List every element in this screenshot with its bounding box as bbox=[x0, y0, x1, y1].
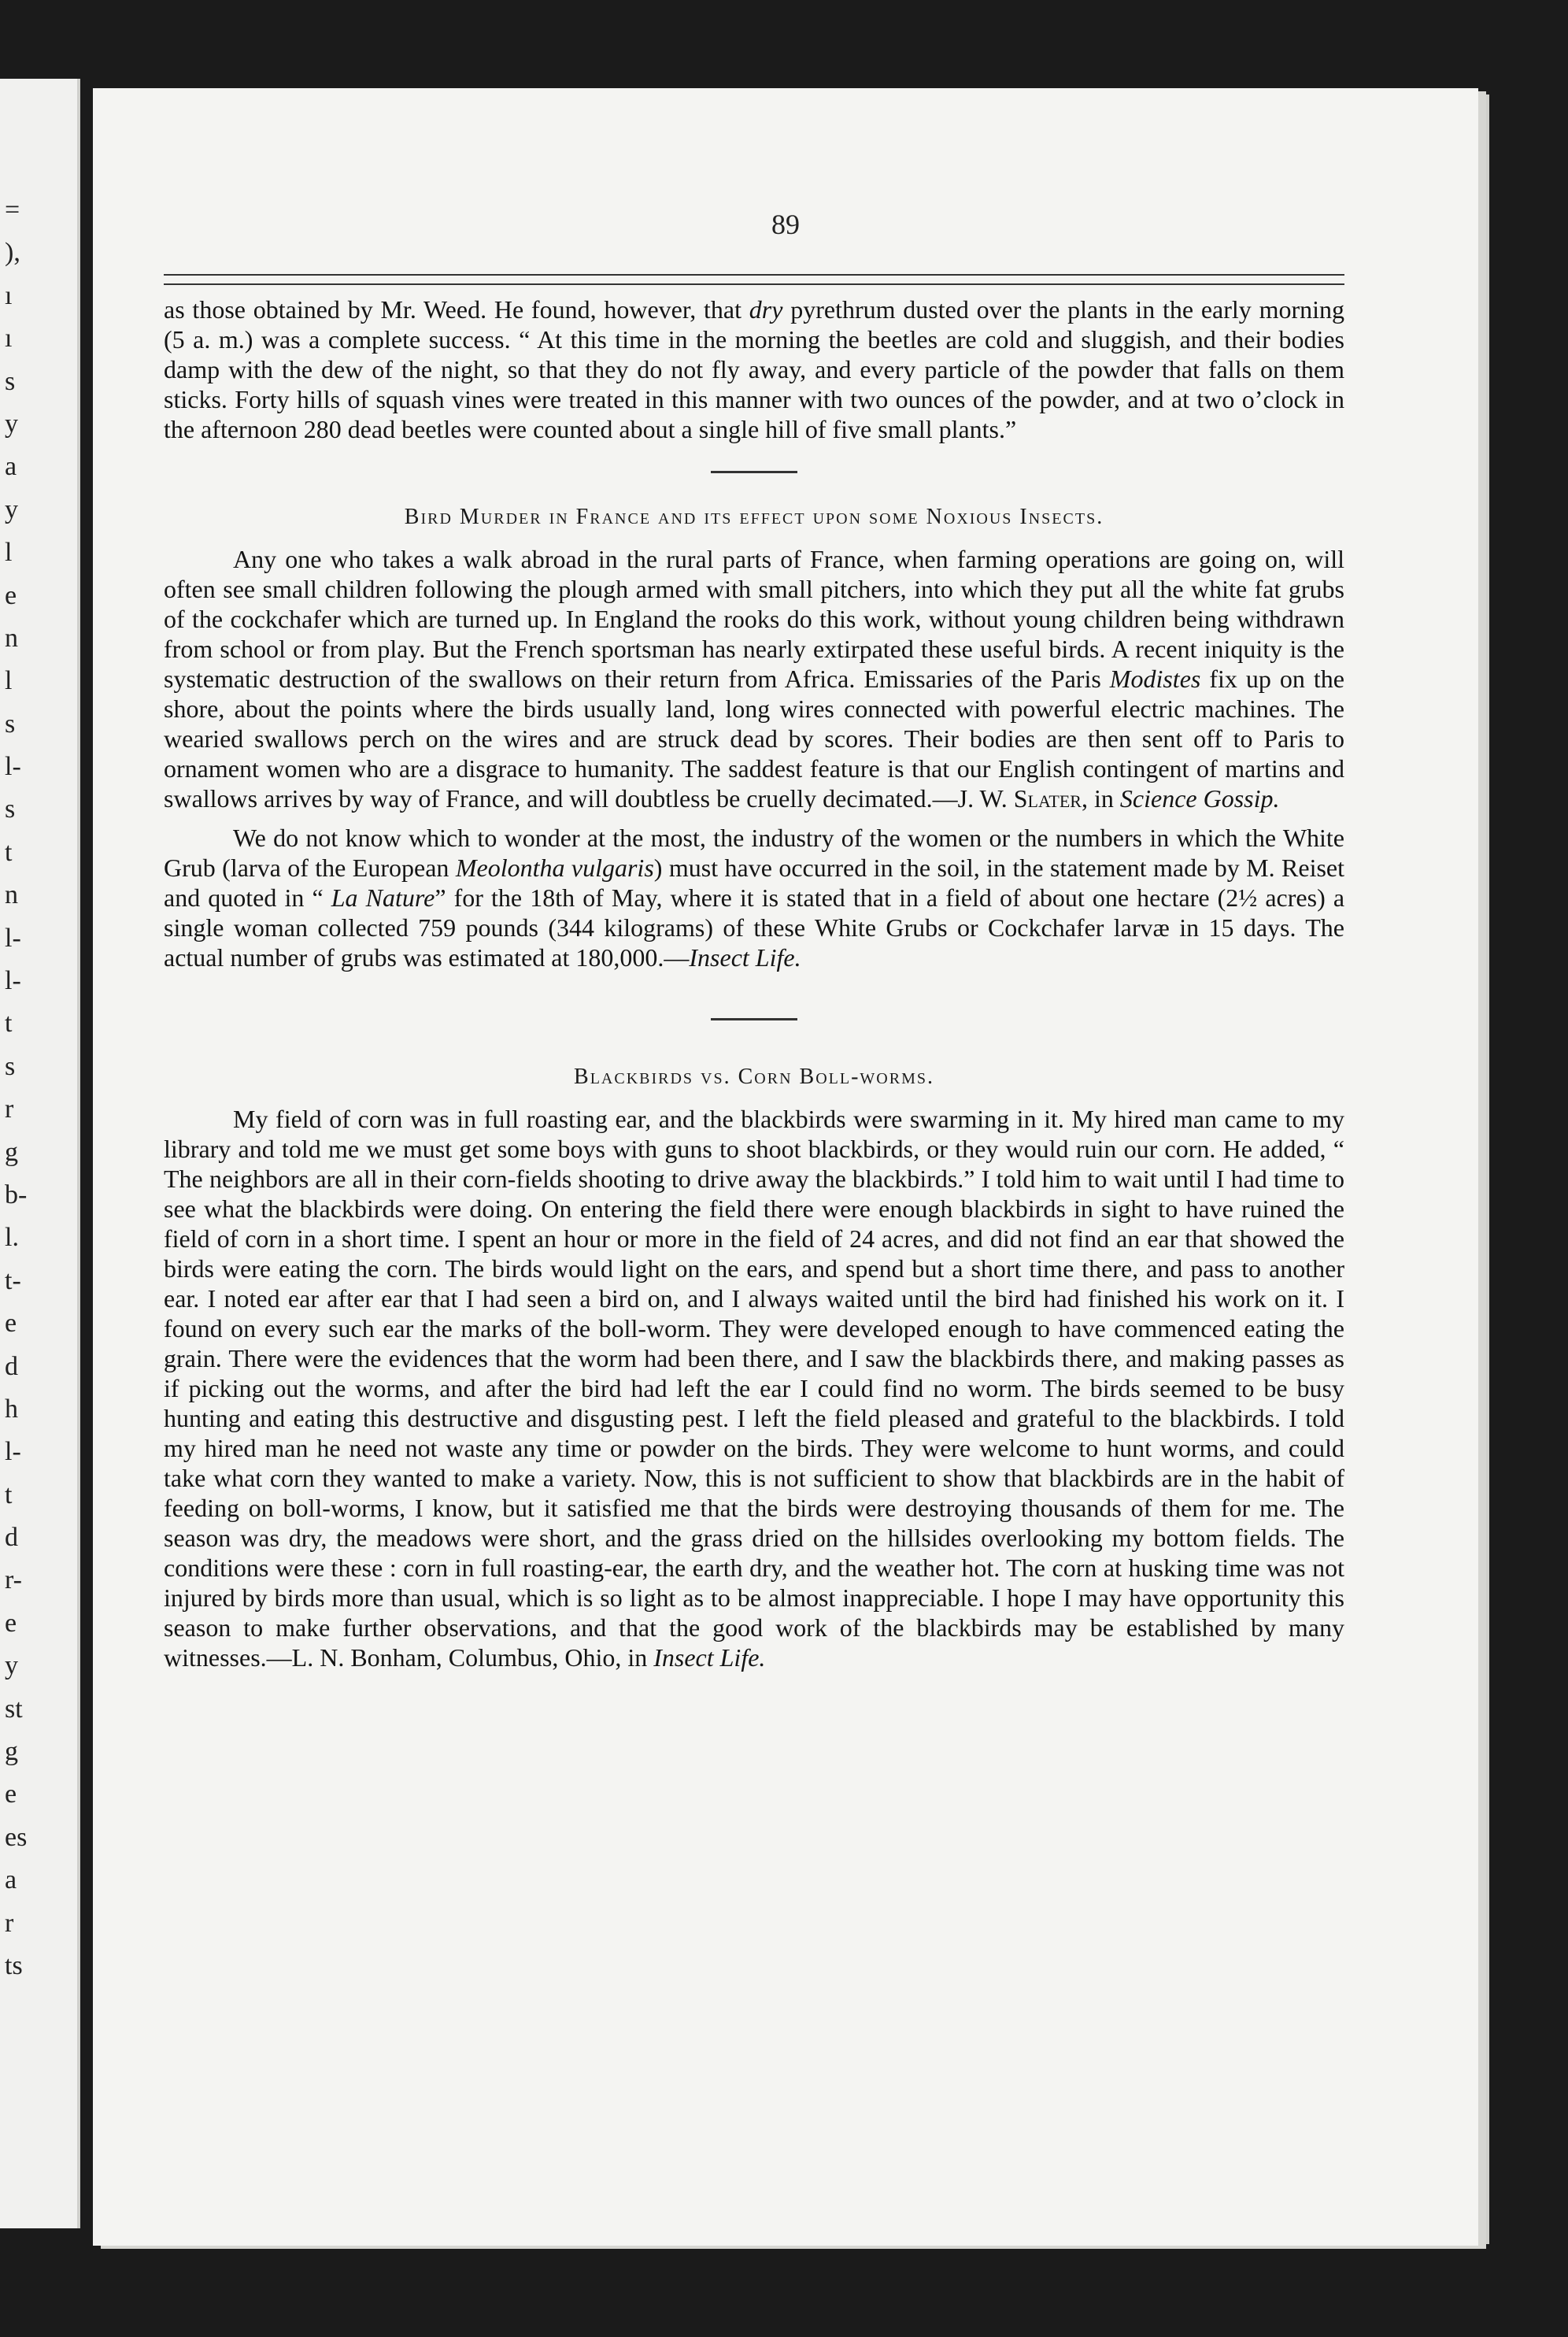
facing-page-fragment: y bbox=[5, 409, 18, 439]
white-grub-text: We do not know which to wonder at the most, the industry of the women or the numbers in which the White Grub (larva of the European bbox=[164, 824, 1344, 882]
section-divider bbox=[711, 1018, 797, 1020]
author-slater: Slater bbox=[1013, 784, 1082, 813]
facing-page-fragment: e bbox=[5, 1309, 17, 1338]
facing-page-fragment: t bbox=[5, 838, 13, 867]
page-edge-shadow bbox=[1478, 94, 1489, 2244]
intro-text-cont: pyrethrum dusted over the plants in the early morning (5 a. m.) was a complete success. “ At this time in the morning the beetles are cold and sluggish, and their bodies damp with the dew of the night, so that they do not fly away, and every particle of the powder that falls on them sticks. Forty hills of squash vines were treated in this manner with two ounces of the powder, and at two o’clock in the afternoon 280 dead beetles were counted about a single hill of five small plants.” bbox=[164, 295, 1345, 443]
facing-page-fragment: l- bbox=[5, 924, 21, 953]
bird-murder-paragraph bbox=[164, 544, 1344, 813]
facing-page-fragment: e bbox=[5, 1609, 17, 1638]
facing-page-fragment: r bbox=[5, 1909, 14, 1938]
facing-page-fragment: e bbox=[5, 581, 17, 610]
blackbirds-text: My field of corn was in full roasting ear, and the blackbirds were swarming in it. My hired man came to my library and told me we must get some boys with guns to shoot blackbirds, or they would ruin our corn. He added, “ The neighbors are all in their corn-fields shooting to drive away the blackbirds.” I told him to wait until I had time to see what the blackbirds were doing. On entering the field there were enough blackbirds in sight to have ruined the field of corn in a short time. I spent an hour or more in the field of 24 acres, and did not find an ear that showed the birds were eating the corn. The birds would light on the ears, and spend but a short time there, and pass to another ear. I noted ear after ear that I had seen a bird on, and I always waited until the bird had finished his work on it. I found on every such ear the marks of the boll-worm. They were developed enough to have commenced eating the grain. There were the evidences that the worm had been there, and I saw the blackbirds there, and making passes as if picking out the worms, and after the bird had left the ear I could find no worm. The birds seemed to be busy hunting and eating this destructive and disgusting pest. I left the field pleased and grateful to the blackbirds. I told my hired man he need not waste any time or powder on the birds. They were welcome to hunt worms, and could take what corn they wanted to make a variety. Now, this is not sufficient to show that blackbirds are in the habit of feeding on boll-worms, I know, but it satisfied me that the birds were destroying thousands of them for me. The season was dry, the meadows were short, and the grass dried on the hillsides overlooking my bottom fields. The conditions were these : corn in full roasting-ear, the earth dry, and the weather hot. The corn at husking time was not injured by birds more than usual, which is so light as to be almost inappreciable. I hope I may have opportunity this season to make further observations, and that the good work of the blackbirds may be established by many witnesses.—L. N. Bonham, Columbus, Ohio, in bbox=[164, 1105, 1344, 1672]
facing-page-fragment: r bbox=[5, 1094, 14, 1124]
facing-page-edge bbox=[0, 79, 80, 2228]
white-grub-text-cont: ) must have occurred in the soil, in the statement made by M. Reiset and quoted in “ bbox=[164, 854, 1345, 912]
italic-la-nature: La Nature bbox=[331, 883, 435, 912]
blackbirds-paragraph bbox=[164, 1104, 1344, 1672]
facing-page-fragment: es bbox=[5, 1823, 28, 1852]
facing-page-fragment: y bbox=[5, 495, 18, 524]
facing-page-fragment: n bbox=[5, 880, 18, 909]
header-double-rule bbox=[164, 274, 1344, 285]
bird-murder-text: Any one who takes a walk abroad in the rural parts of France, when farming operations are going on, will often see small children following the plough armed with small pitchers, into which they put all the white fat grubs of the cockchafer which are turned up. In England the rooks do this work, without young children being withdrawn from school or from play. But the French sportsman has nearly extirpated these useful birds. A recent iniquity is the systematic destruction of the swallows on their return from Africa. Emissaries of the Paris bbox=[164, 545, 1344, 693]
section-divider bbox=[711, 471, 797, 473]
bird-murder-in: , in bbox=[1082, 784, 1120, 813]
facing-page-fragment: l bbox=[5, 666, 13, 695]
source-insect-life: Insect Life. bbox=[653, 1643, 766, 1672]
facing-page-fragment: r- bbox=[5, 1565, 22, 1594]
facing-page-fragment: ts bbox=[5, 1951, 23, 1980]
book-page bbox=[93, 88, 1478, 2246]
facing-page-fragment: l- bbox=[5, 752, 21, 781]
white-grub-text-end: ” for the 18th of May, where it is stated that in a field of about one hectare (2½ acres) a single woman collected 759 pounds (344 kilograms) of these White Grubs or Cockchafer larvæ in 15 days. The actual number of grubs was estimated at 180,000.— bbox=[164, 883, 1345, 972]
source-science-gossip: Science Gossip. bbox=[1119, 784, 1280, 813]
facing-page-fragment: ı bbox=[5, 324, 13, 353]
section-heading-blackbirds: Blackbirds vs. Corn Boll-worms. bbox=[574, 1065, 934, 1089]
facing-page-fragment: a bbox=[5, 1865, 17, 1894]
facing-page-fragment: l. bbox=[5, 1223, 19, 1252]
facing-page-fragment: l bbox=[5, 538, 13, 567]
facing-page-fragment: g bbox=[5, 1737, 18, 1766]
facing-page-fragment: y bbox=[5, 1651, 18, 1680]
source-insect-life: Insect Life. bbox=[689, 943, 801, 972]
facing-page-fragment: ), bbox=[5, 238, 20, 267]
facing-page-fragment: = bbox=[5, 195, 20, 224]
page-content bbox=[164, 294, 1344, 1672]
italic-modistes: Modistes bbox=[1109, 665, 1201, 693]
facing-page-fragment: ı bbox=[5, 281, 13, 310]
facing-page-fragment: l- bbox=[5, 1437, 21, 1466]
facing-page-fragment: t- bbox=[5, 1266, 21, 1295]
intro-italic-dry: dry bbox=[749, 295, 783, 324]
facing-page-fragment: e bbox=[5, 1780, 17, 1809]
facing-page-fragment: s bbox=[5, 794, 16, 824]
facing-page-fragment: t bbox=[5, 1480, 13, 1509]
intro-text: as those obtained by Mr. Weed. He found, however, that bbox=[164, 295, 749, 324]
facing-page-fragment: d bbox=[5, 1352, 18, 1381]
page-number: 89 bbox=[771, 209, 800, 240]
facing-page-fragment: g bbox=[5, 1138, 18, 1167]
facing-page-fragment: st bbox=[5, 1694, 23, 1724]
facing-page-fragment: s bbox=[5, 1052, 16, 1081]
facing-page-fragment: l- bbox=[5, 966, 21, 995]
bird-murder-text-cont: fix up on the shore, about the points where the birds usually land, long wires connected with powerful electric machines. The wearied swallows perch on the wires and are struck dead by scores. Their bodies are then sent off to Paris to ornament women who are a disgrace to humanity. The saddest feature is that our English contingent of martins and swallows arrives by way of France, and will doubtless be cruelly decimated.—J. W. bbox=[164, 665, 1345, 813]
facing-page-fragment: a bbox=[5, 452, 17, 481]
facing-page-fragment: d bbox=[5, 1523, 18, 1552]
facing-page-fragment: s bbox=[5, 709, 16, 739]
facing-page-fragment: b- bbox=[5, 1180, 28, 1209]
facing-page-fragment: t bbox=[5, 1009, 13, 1038]
facing-page-fragment: s bbox=[5, 367, 16, 396]
facing-page-fragment: n bbox=[5, 624, 18, 653]
white-grub-paragraph bbox=[164, 823, 1344, 972]
facing-page-fragment: h bbox=[5, 1394, 18, 1424]
intro-paragraph bbox=[164, 294, 1344, 444]
italic-species: Meolontha vulgaris bbox=[455, 854, 654, 882]
section-heading-bird-murder: Bird Murder in France and its effect upon some Noxious Insects. bbox=[404, 505, 1104, 529]
